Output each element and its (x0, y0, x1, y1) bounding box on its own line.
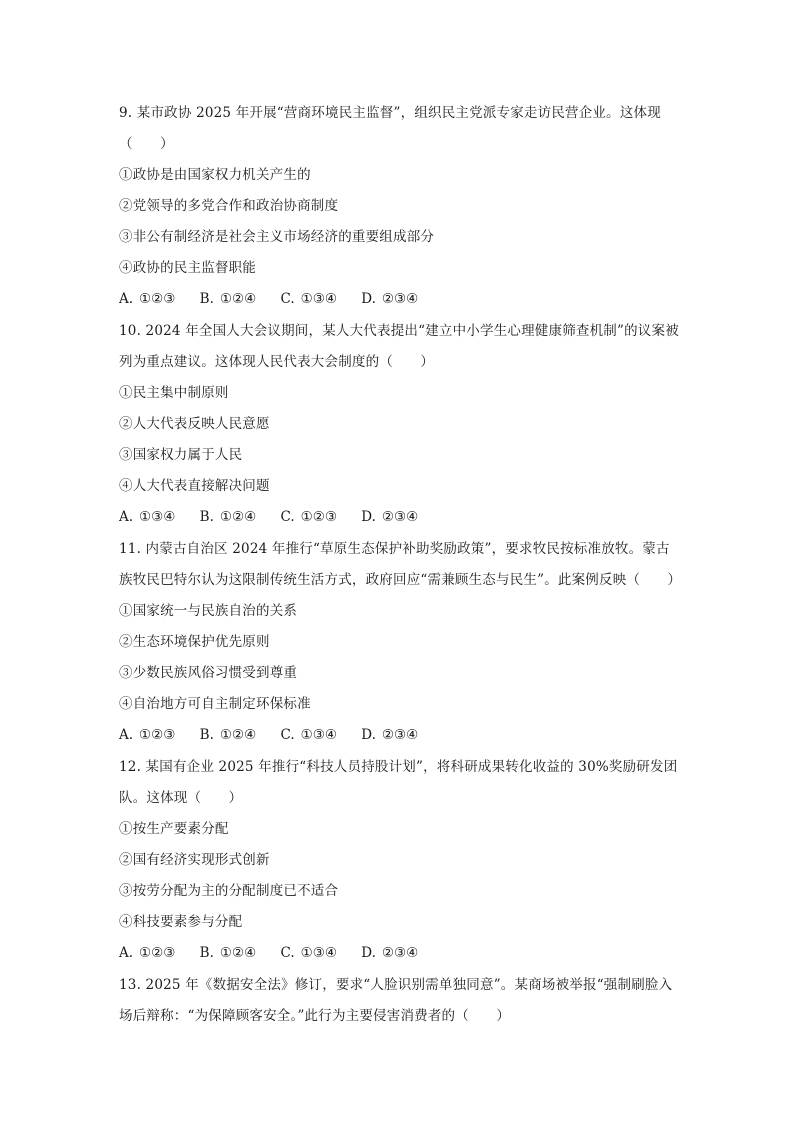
q13-stem-line-1: 13. 2025 年《数据安全法》修订，要求“人脸识别需单独同意”。某商场被举报“强制刷脸入 (119, 977, 673, 993)
q9-option-d[interactable]: D. ②③④ (361, 291, 419, 307)
q12-option-d[interactable]: D. ②③④ (361, 945, 419, 961)
q11-option-d[interactable]: D. ②③④ (361, 727, 419, 743)
q12-stem-line-1: 12. 某国有企业 2025 年推行“科技人员持股计划”，将科研成果转化收益的 30%奖励研发团 (119, 759, 678, 775)
q13-stem-line-2: 场后辩称：“为保障顾客安全。”此行为主要侵害消费者的（ ） (119, 1008, 511, 1024)
q11-options (119, 726, 438, 744)
q10-choice-1: ①民主集中制原则 (119, 385, 229, 401)
q12-options (119, 944, 438, 962)
q9-stem-line-1: 9. 某市政协 2025 年开展“营商环境民主监督”，组织民主党派专家走访民营企业。这体现 (119, 105, 661, 121)
q10-choice-2: ②人大代表反映人民意愿 (119, 416, 270, 432)
q9-choice-3: ③非公有制经济是社会主义市场经济的重要组成部分 (119, 229, 435, 245)
q9-option-a[interactable]: A. ①②③ (119, 291, 176, 307)
q10-option-b[interactable]: B. ①②④ (199, 509, 257, 525)
q10-choice-4: ④人大代表直接解决问题 (119, 478, 270, 494)
q11-option-c[interactable]: C. ①③④ (280, 727, 337, 743)
q10-stem-line-2: 列为重点建议。这体现人民代表大会制度的（ ） (119, 354, 435, 370)
q12-option-b[interactable]: B. ①②④ (199, 945, 257, 961)
q9-choice-2: ②党领导的多党合作和政治协商制度 (119, 198, 339, 214)
q10-option-d[interactable]: D. ②③④ (361, 509, 419, 525)
q9-options (119, 290, 438, 308)
q9-option-c[interactable]: C. ①③④ (280, 291, 337, 307)
q11-option-a[interactable]: A. ①②③ (119, 727, 176, 743)
q12-stem-line-2: 队。这体现（ ） (119, 790, 243, 806)
q9-option-b[interactable]: B. ①②④ (199, 291, 257, 307)
q11-stem-line-1: 11. 内蒙古自治区 2024 年推行“草原生态保护补助奖励政策”，要求牧民按标准放牧。蒙古 (119, 541, 670, 557)
q10-stem-line-1: 10. 2024 年全国人大会议期间，某人大代表提出“建立中小学生心理健康筛查机制”的议案被 (119, 323, 679, 339)
q9-choice-4: ④政协的民主监督职能 (119, 260, 256, 276)
q11-stem-line-2: 族牧民巴特尔认为这限制传统生活方式，政府回应“需兼顾生态与民生”。此案例反映（ ） (119, 572, 682, 588)
q10-choice-3: ③国家权力属于人民 (119, 447, 243, 463)
q10-option-c[interactable]: C. ①②③ (280, 509, 337, 525)
q12-choice-4: ④科技要素参与分配 (119, 914, 243, 930)
q12-option-a[interactable]: A. ①②③ (119, 945, 176, 961)
q12-choice-2: ②国有经济实现形式创新 (119, 852, 270, 868)
q10-option-a[interactable]: A. ①③④ (119, 509, 176, 525)
q12-choice-3: ③按劳分配为主的分配制度已不适合 (119, 883, 339, 899)
q11-choice-4: ④自治地方可自主制定环保标准 (119, 696, 311, 712)
q9-stem-line-2: （ ） (119, 136, 174, 152)
q11-choice-1: ①国家统一与民族自治的关系 (119, 603, 298, 619)
q10-options (119, 508, 438, 526)
q11-choice-2: ②生态环境保护优先原则 (119, 634, 270, 650)
q12-option-c[interactable]: C. ①③④ (280, 945, 337, 961)
q12-choice-1: ①按生产要素分配 (119, 821, 229, 837)
q11-option-b[interactable]: B. ①②④ (199, 727, 257, 743)
q9-choice-1: ①政协是由国家权力机关产生的 (119, 167, 311, 183)
q11-choice-3: ③少数民族风俗习惯受到尊重 (119, 665, 298, 681)
